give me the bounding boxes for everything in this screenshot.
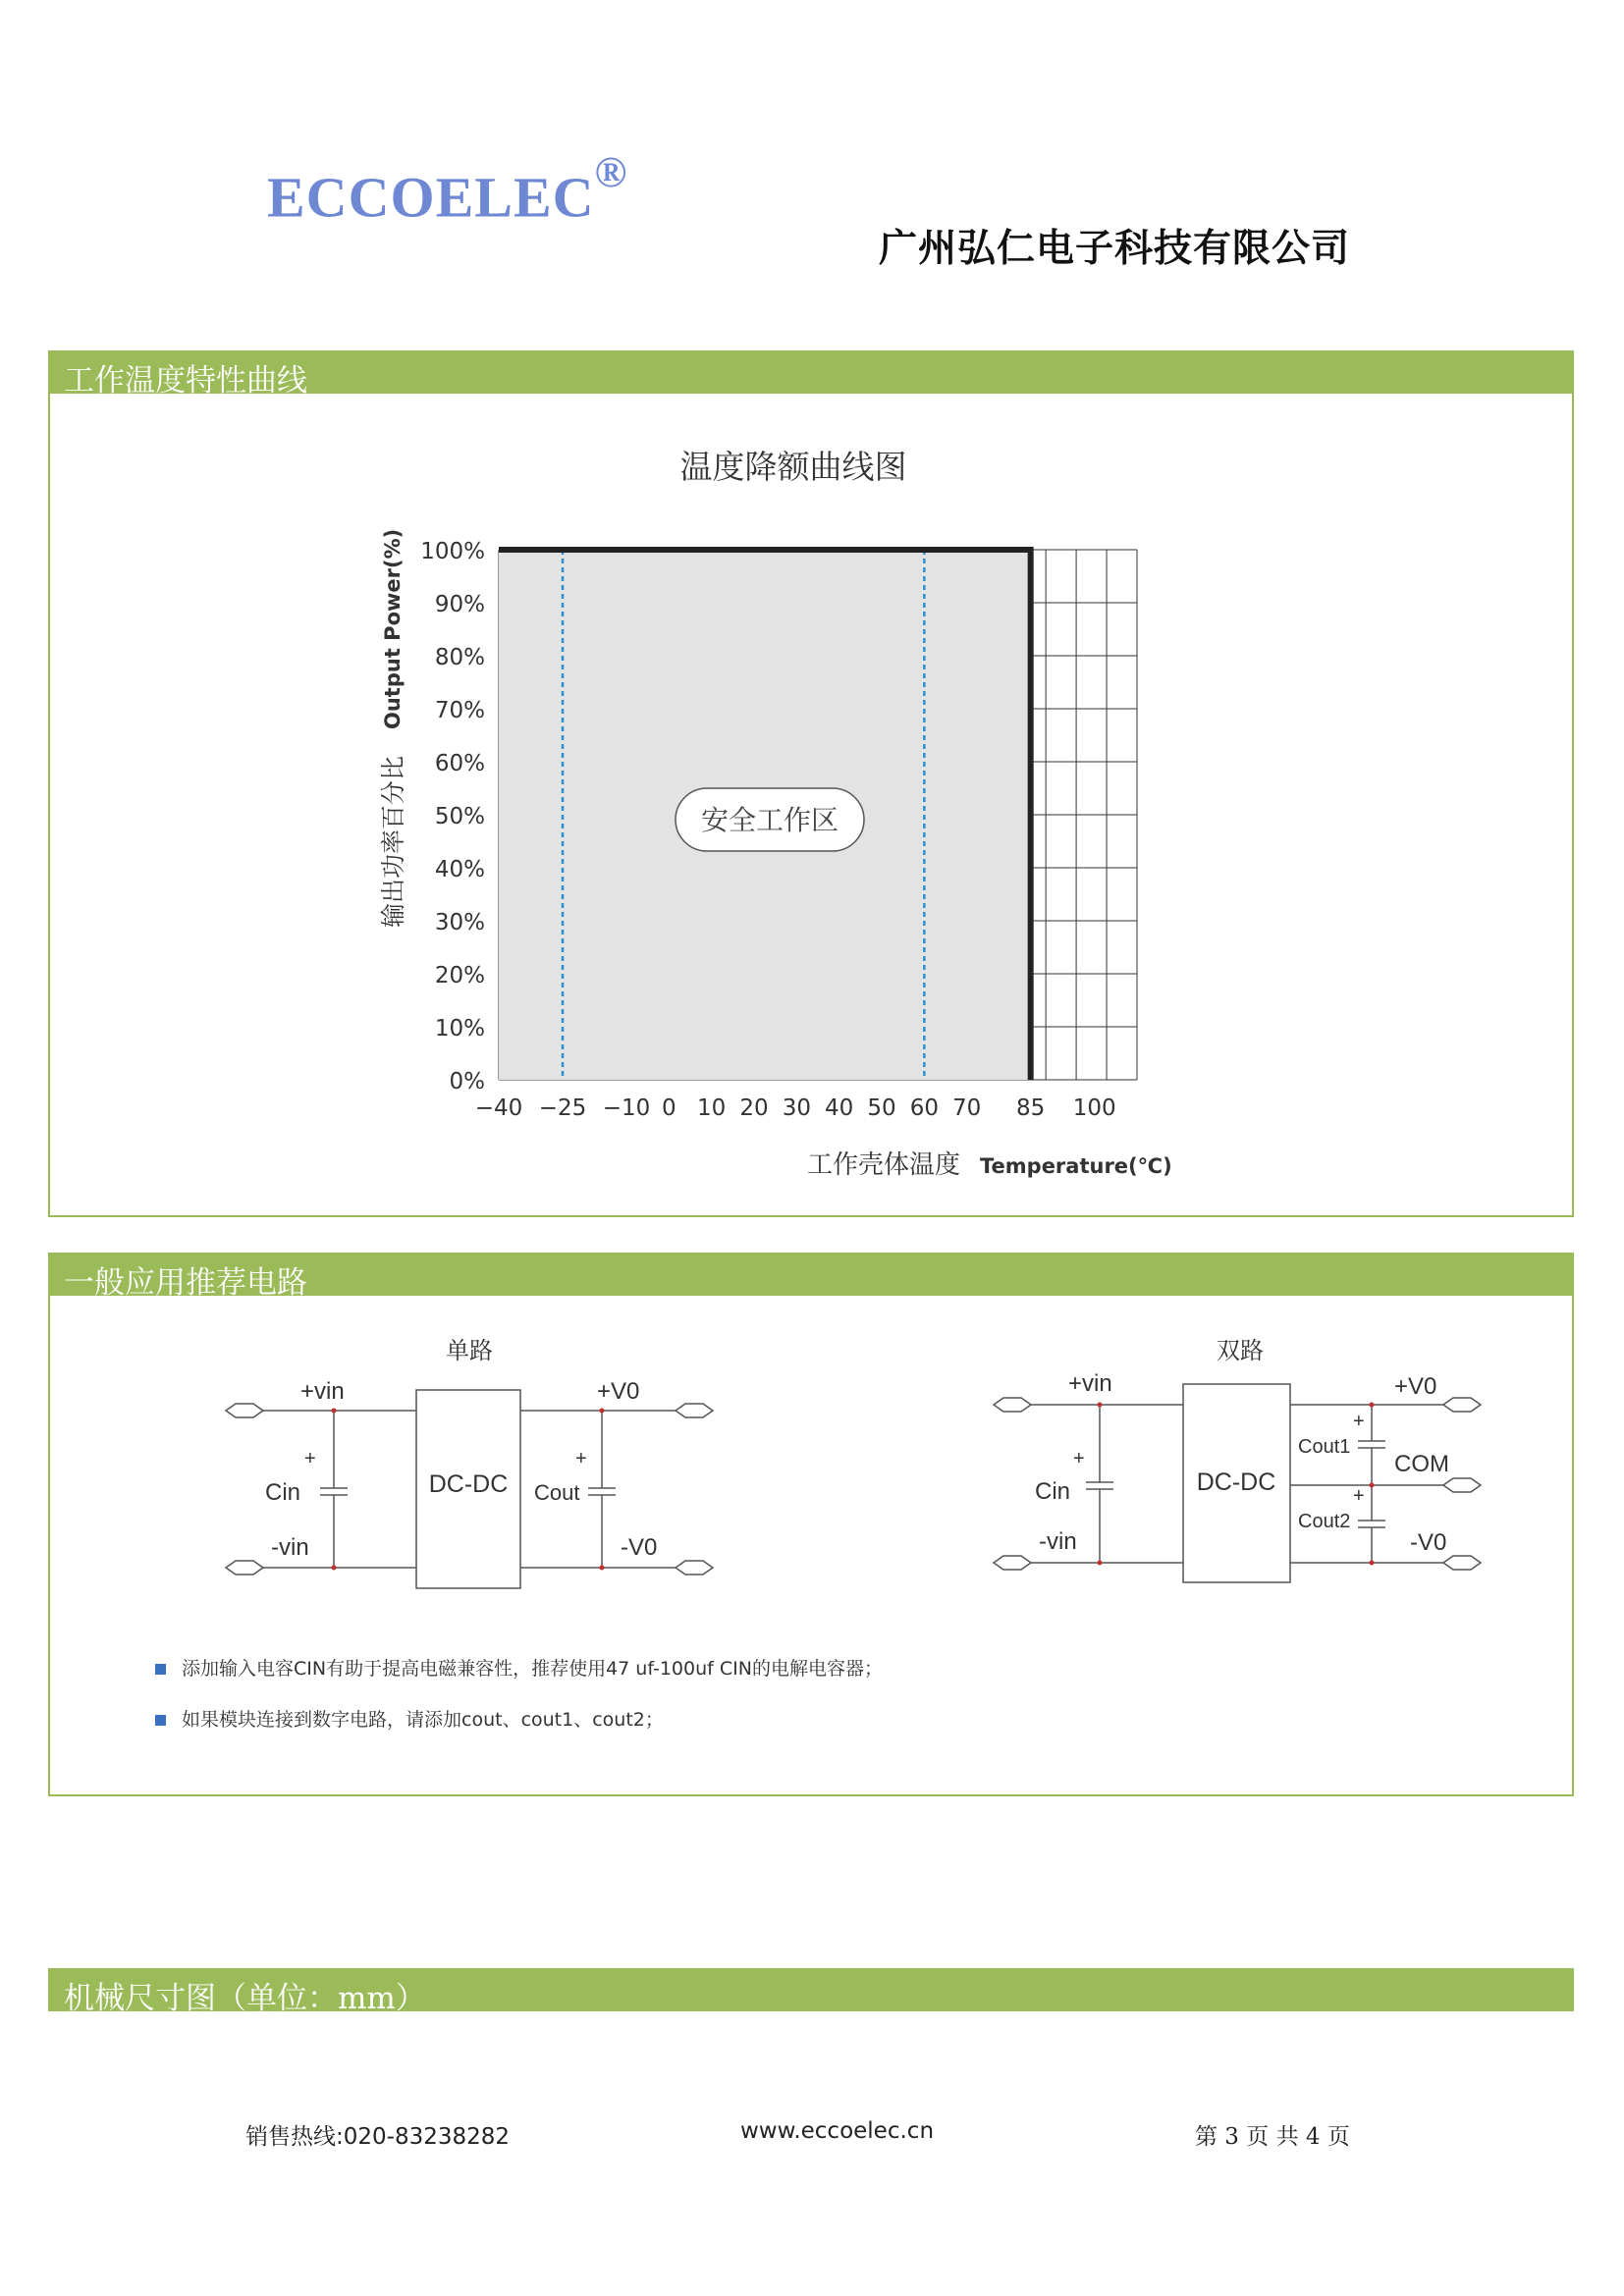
x-tick-label: 50 <box>867 1095 896 1121</box>
y-tick-label: 80% <box>434 645 485 670</box>
y-tick-label: 30% <box>434 910 485 935</box>
note-item <box>155 1654 883 1681</box>
x-label-en: Temperature(℃) <box>980 1154 1172 1178</box>
single-vout-neg: -V0 <box>621 1534 658 1561</box>
single-vout-pos: +V0 <box>597 1378 640 1405</box>
dual-vin-neg: -vin <box>1039 1528 1077 1555</box>
note-text: 如果模块连接到数字电路，请添加cout、cout1、cout2； <box>182 1709 664 1731</box>
x-tick-label: 85 <box>1016 1095 1046 1121</box>
x-axis-ticks <box>475 1095 1116 1121</box>
y-tick-label: 20% <box>434 963 485 988</box>
terminal-vout-neg <box>1443 1556 1481 1570</box>
section-title: 一般应用推荐电路 <box>64 1265 307 1301</box>
terminal-com <box>1443 1478 1481 1492</box>
dual-cout1-plus: + <box>1353 1411 1365 1432</box>
terminal-vin-neg <box>994 1556 1031 1570</box>
dual-cout2-plus: + <box>1353 1485 1365 1507</box>
dual-cin: Cin <box>1035 1478 1071 1505</box>
section-title: 机械尺寸图（单位：mm） <box>64 1981 426 2016</box>
terminal-vout-pos <box>1443 1398 1481 1412</box>
terminal-vin-pos <box>994 1398 1031 1412</box>
company-name: 广州弘仁电子科技有限公司 <box>879 227 1351 271</box>
registered-mark: ® <box>594 148 628 196</box>
section-header-app-circuit <box>48 1253 1574 1301</box>
dual-cin-plus: + <box>1073 1448 1085 1469</box>
y-tick-label: 70% <box>434 698 485 723</box>
note-item <box>155 1705 664 1732</box>
chart-title: 温度降额曲线图 <box>679 448 907 486</box>
single-vin-neg: -vin <box>271 1534 309 1561</box>
footer-website[interactable]: www.eccoelec.cn <box>740 2118 935 2144</box>
dual-vin-pos: +vin <box>1068 1370 1112 1397</box>
y-tick-label: 40% <box>434 857 485 882</box>
x-tick-label: 70 <box>952 1095 982 1121</box>
single-vin-pos: +vin <box>300 1378 345 1405</box>
bullet-square-icon <box>155 1715 166 1726</box>
x-tick-label: 30 <box>782 1095 811 1121</box>
logo-text: ECCOELEC <box>267 165 595 230</box>
single-block-label: DC-DC <box>428 1470 509 1498</box>
x-tick-label: 10 <box>697 1095 727 1121</box>
x-tick-label: −40 <box>474 1095 523 1121</box>
circuit-diagrams <box>0 1306 1624 1600</box>
annotation-text: 安全工作区 <box>700 804 839 836</box>
y-axis-label <box>379 529 407 928</box>
y-tick-label: 50% <box>434 804 485 829</box>
x-tick-label: 0 <box>662 1095 677 1121</box>
y-tick-label: 0% <box>449 1069 485 1095</box>
terminal-vin-pos <box>226 1404 263 1417</box>
single-cin: Cin <box>265 1479 301 1506</box>
x-tick-label: −25 <box>538 1095 587 1121</box>
dual-com: COM <box>1394 1451 1449 1477</box>
note-text: 添加输入电容CIN有助于提高电磁兼容性，推荐使用47 uf-100uf CIN的电解电容器； <box>182 1658 883 1680</box>
annotation-bubble <box>676 788 864 851</box>
y-tick-label: 100% <box>420 539 485 564</box>
single-cout-plus: + <box>575 1448 587 1469</box>
single-cout: Cout <box>534 1480 580 1505</box>
x-tick-label: 60 <box>909 1095 939 1121</box>
section-title: 工作温度特性曲线 <box>64 363 307 399</box>
footer-page-info: 第 3 页 共 4 页 <box>1195 2124 1350 2150</box>
terminal-vout-pos <box>676 1404 713 1417</box>
single-title: 单路 <box>446 1337 493 1364</box>
x-tick-label: 100 <box>1072 1095 1116 1121</box>
y-tick-label: 60% <box>434 751 485 776</box>
terminal-vout-neg <box>676 1561 713 1575</box>
dual-title: 双路 <box>1217 1337 1264 1364</box>
y-tick-label: 90% <box>434 592 485 617</box>
y-axis-ticks <box>420 539 485 1095</box>
x-label-cn: 工作壳体温度 <box>807 1150 961 1180</box>
x-tick-label: 40 <box>825 1095 854 1121</box>
y-tick-label: 10% <box>434 1016 485 1041</box>
x-tick-label: 20 <box>739 1095 769 1121</box>
dual-cout2: Cout2 <box>1298 1511 1351 1532</box>
single-cin-plus: + <box>304 1448 316 1469</box>
dual-block-label: DC-DC <box>1196 1468 1276 1496</box>
dual-vout-pos: +V0 <box>1394 1373 1437 1400</box>
dual-vout-neg: -V0 <box>1410 1529 1447 1556</box>
footer-hotline: 销售热线:020-83238282 <box>245 2124 511 2150</box>
y-label-cn: 输出功率百分比 <box>379 755 407 928</box>
bullet-square-icon <box>155 1664 166 1675</box>
section-header-mechanical <box>48 1968 1574 2016</box>
x-tick-label: −10 <box>602 1095 651 1121</box>
y-label-en: Output Power(%) <box>381 528 405 729</box>
terminal-vin-neg <box>226 1561 263 1575</box>
dual-cout1: Cout1 <box>1298 1436 1351 1458</box>
